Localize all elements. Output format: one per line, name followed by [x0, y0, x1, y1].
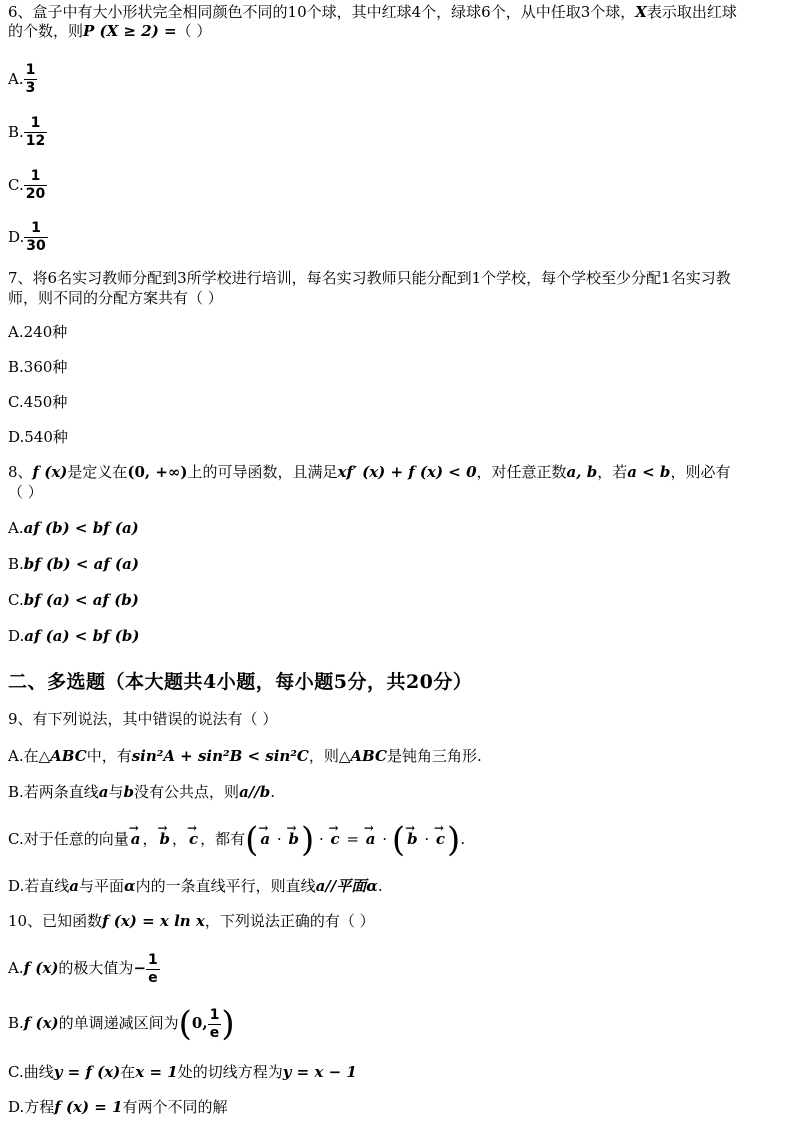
q9-option-c[interactable]: C.对于任意的向量→ a ，→ b ，→ c ，都有(→ a · → b) · → c = → a · (→ b · → c). — [8, 820, 784, 858]
option-label: A. — [8, 519, 24, 537]
fraction — [208, 1007, 222, 1042]
q9-a-expr: sin²A + sin²B < sin²C — [131, 747, 309, 765]
q8-ab: a, b — [566, 463, 598, 481]
q9-option-a[interactable] — [8, 746, 784, 767]
q8-stem-line2: （ ） — [8, 483, 43, 501]
q8-condition: xf′ (x) + f (x) < 0 — [337, 463, 477, 481]
option-label: A. — [8, 70, 24, 88]
numerator: 1 — [148, 951, 158, 968]
q9-d-a: a — [69, 877, 79, 895]
denominator: e — [148, 969, 158, 986]
option-label: B. — [8, 1014, 24, 1032]
q8-option-b[interactable] — [8, 554, 784, 575]
q8-a-lt-b: a < b — [627, 463, 671, 481]
q9-option-d[interactable] — [8, 876, 784, 897]
vector-a: → a — [364, 820, 378, 858]
q10-d-text: D.方程 — [8, 1098, 55, 1116]
numerator: 1 — [30, 167, 41, 184]
q10-d-equation: f (x) = 1 — [54, 1098, 123, 1116]
option-label: C. — [8, 591, 24, 609]
q6-option-c[interactable] — [8, 167, 784, 203]
q8-text-1: 是定义在 — [67, 463, 128, 481]
q10-b-text: 的单调递减区间为 — [58, 1014, 179, 1032]
fraction — [146, 952, 160, 987]
q10-c-text-3: 处的切线方程为 — [177, 1063, 283, 1081]
option-label: B. — [8, 555, 24, 573]
minus-sign: − — [133, 959, 147, 977]
q9-b-b: b — [123, 783, 135, 801]
section-heading: 二、多选题（本大题共4小题，每小题5分，共20分） — [8, 671, 473, 693]
q9-a-abc: ABC — [50, 747, 87, 765]
option-expr: bf (b) < af (a) — [23, 555, 139, 573]
q10-c-curve: y = f (x) — [53, 1063, 121, 1081]
q6-option-a[interactable] — [8, 61, 784, 97]
fraction — [24, 220, 47, 255]
q9-a-text-2: 中，有 — [86, 747, 132, 765]
q10-stem — [8, 911, 784, 932]
vector-b: → b — [286, 820, 301, 858]
q10-c-point: x = 1 — [135, 1063, 178, 1081]
q6-x-var: X — [635, 3, 647, 21]
q7-option-b[interactable]: B.360种 — [8, 358, 68, 376]
q6-option-d[interactable] — [8, 219, 784, 255]
denominator: 12 — [25, 132, 46, 149]
vector-a: → a — [129, 820, 143, 858]
fraction — [24, 115, 47, 150]
denominator: e — [209, 1024, 220, 1041]
q9-d-text-3: 内的一条直线平行，则直线 — [135, 877, 316, 895]
q10-function: f (x) = x ln x — [102, 912, 205, 930]
numerator: 1 — [30, 114, 41, 131]
numerator: 1 — [25, 61, 36, 78]
q9-option-b[interactable] — [8, 782, 784, 803]
q7-stem-line1: 7、将6名实习教师分配到3所学校进行培训，每名实习教师只能分配到1个学校，每个学校至少分配1名实习教 — [8, 269, 731, 287]
q9-d-text: D.若直线 — [8, 877, 70, 895]
denominator: 20 — [25, 185, 46, 202]
option-expr: bf (a) < af (b) — [23, 591, 139, 609]
q9-d-parallel: a//平面α — [315, 877, 378, 895]
numerator: 1 — [209, 1006, 220, 1023]
option-label: C. — [8, 176, 24, 194]
q9-b-text-3: 没有公共点，则 — [134, 783, 240, 801]
q9-stem: 9、有下列说法，其中错误的说法有（ ） — [8, 710, 278, 728]
q9-c-text-2: ，都有 — [200, 830, 246, 848]
q10-d-text-2: 有两个不同的解 — [122, 1098, 228, 1116]
q9-b-parallel: a//b — [239, 783, 271, 801]
q9-b-text: B.若两条直线 — [8, 783, 99, 801]
q9-a-abc-2: ABC — [350, 747, 387, 765]
q8-text-5: ，则必有 — [670, 463, 731, 481]
q6-answer-paren: （ ） — [176, 22, 212, 40]
q9-b-a: a — [98, 783, 109, 801]
q6-text-2: 的个数，则 — [8, 22, 84, 40]
option-expr: af (a) < bf (b) — [24, 627, 140, 645]
option-label: B. — [8, 123, 24, 141]
numerator: 1 — [31, 219, 41, 236]
q9-c-text: C.对于任意的向量 — [8, 830, 129, 848]
q8-option-d[interactable] — [8, 626, 784, 647]
vector-b: → b — [157, 820, 172, 858]
q7-option-c[interactable]: C.450种 — [8, 393, 68, 411]
q6-prob-expr: P (X ≥ 2) = — [83, 22, 177, 40]
q6-stem-line1 — [8, 2, 784, 23]
vector-a: → a — [258, 820, 272, 858]
q10-a-text: 的极大值为 — [58, 959, 134, 977]
q10-text-2: ，下列说法正确的有（ ） — [204, 912, 375, 930]
q10-c-text: C.曲线 — [8, 1063, 54, 1081]
q9-d-text-2: 与平面 — [79, 877, 125, 895]
vector-c: → c — [329, 820, 342, 858]
q9-c-text-3: . — [460, 830, 466, 848]
q10-b-fx: f (x) — [23, 1014, 59, 1032]
option-expr: af (b) < bf (a) — [23, 519, 139, 537]
option-label: A. — [8, 959, 24, 977]
q10-text: 10、已知函数 — [8, 912, 103, 930]
q10-option-d[interactable] — [8, 1097, 784, 1118]
q8-interval: (0, +∞) — [127, 463, 188, 481]
q8-stem-line1: 8、f (x)是定义在(0, +∞)上的可导函数，且满足xf′ (x) + f (x) < 0，对任意正数a, b，若a < b，则必有 — [8, 463, 731, 481]
q10-c-text-2: 在 — [120, 1063, 136, 1081]
q7-option-a[interactable]: A.240种 — [8, 323, 68, 341]
denominator: 30 — [26, 237, 46, 254]
vector-c: → c — [434, 820, 447, 858]
interval-start: 0, — [191, 1014, 208, 1032]
q6-text-tail: 表示取出红球 — [646, 3, 737, 21]
q8-text-2: 上的可导函数，且满足 — [187, 463, 338, 481]
q9-d-text-4: . — [377, 877, 383, 895]
q6-text: 6、盒子中有大小形状完全相同颜色不同的10个球，其中红球4个，绿球6个，从中任取3个球， — [8, 3, 636, 21]
q8-option-c[interactable] — [8, 590, 784, 611]
q9-b-text-2: 与 — [108, 783, 124, 801]
q7-stem-line2: 师，则不同的分配方案共有（ ） — [8, 289, 223, 307]
q9-d-alpha: α — [124, 877, 136, 895]
q6-option-b[interactable] — [8, 114, 784, 150]
q10-option-a[interactable] — [8, 950, 784, 987]
q8-option-a[interactable] — [8, 518, 784, 539]
q9-a-text-3: ，则△ — [308, 747, 351, 765]
q10-c-tangent: y = x − 1 — [282, 1063, 357, 1081]
q9-b-text-4: . — [270, 783, 276, 801]
denominator: 3 — [25, 79, 36, 96]
fraction — [24, 62, 38, 97]
option-label: D. — [8, 627, 25, 645]
q10-a-fx: f (x) — [23, 959, 59, 977]
q9-a-text: A.在△ — [8, 747, 51, 765]
q10-option-c[interactable] — [8, 1062, 784, 1083]
q7-option-d[interactable]: D.540种 — [8, 428, 68, 446]
q8-fx: f (x) — [32, 463, 68, 481]
option-label: D. — [8, 228, 25, 246]
vector-c: → c — [187, 820, 200, 858]
q8-text-3: ，对任意正数 — [476, 463, 567, 481]
q8-text-4: ，若 — [597, 463, 628, 481]
vector-b: → b — [405, 820, 420, 858]
q9-a-text-4: 是钝角三角形. — [386, 747, 482, 765]
q10-option-b[interactable]: B.f (x)的单调递减区间为(0, $\frac{1}{e}$ ) — [8, 1004, 235, 1044]
q6-stem-line2 — [8, 21, 784, 42]
fraction — [24, 168, 47, 203]
